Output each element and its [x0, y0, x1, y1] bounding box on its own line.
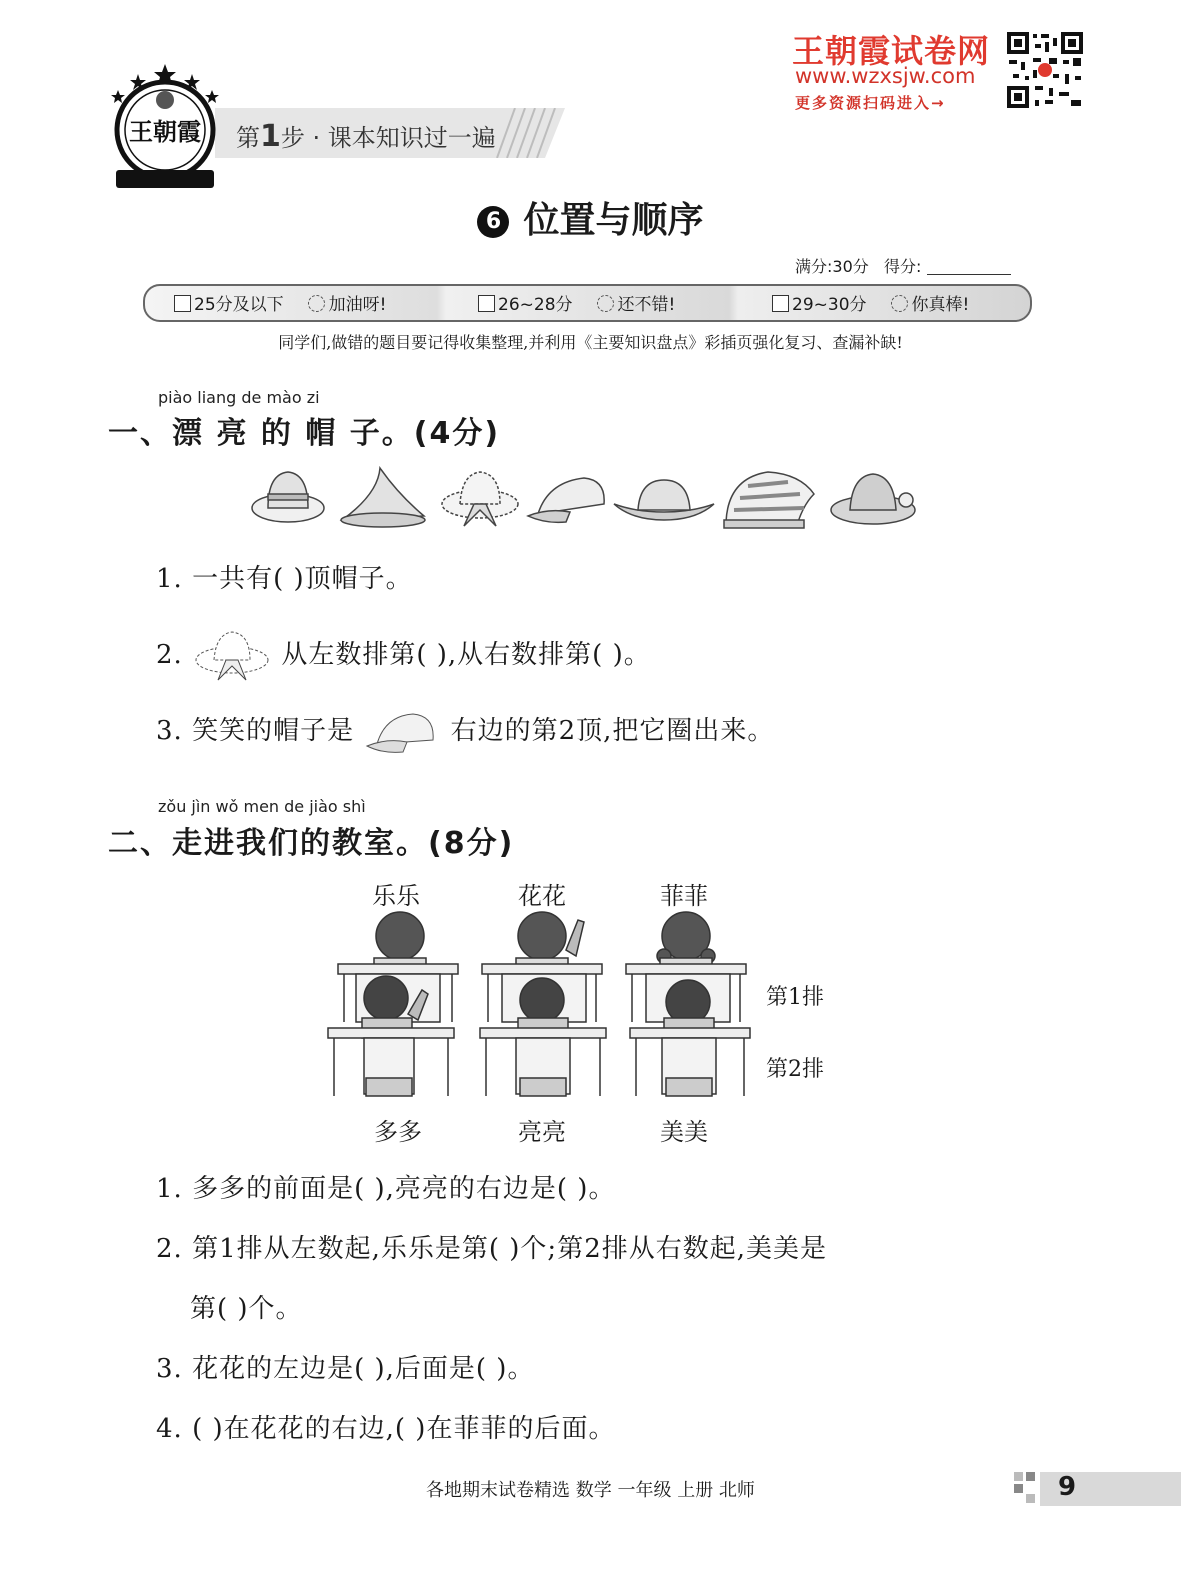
rating-checkbox[interactable] [478, 295, 495, 312]
rating-high: 29~30分 你真棒! [772, 290, 969, 315]
rating-low: 25分及以下 加油呀! [174, 290, 386, 315]
section2-pinyin: zǒu jìn wǒ men de jiào shì [158, 797, 366, 816]
face-icon [891, 295, 908, 312]
hat-5 [614, 480, 714, 520]
name-meimei: 美美 [660, 1118, 708, 1146]
s2-question-2-cont: 第( )个。 [190, 1294, 303, 1324]
hat-7 [831, 474, 915, 524]
s2-question-3: 3. 花花的左边是( ),后面是( )。 [156, 1354, 535, 1384]
s1-question-1: 1. 一共有( )顶帽子。 [156, 564, 413, 594]
rating-mid: 26~28分 还不错! [478, 290, 675, 315]
row-1-label: 第1排 [766, 985, 824, 1010]
name-lele: 乐乐 [372, 882, 420, 910]
footer-text: 各地期末试卷精选 数学 一年级 上册 北师 [426, 1480, 755, 1501]
score-blank[interactable] [927, 258, 1011, 275]
section1-heading: 一、漂 亮 的 帽 子。(4分) [108, 416, 501, 451]
hat-4 [528, 478, 604, 522]
page-number: 9 [1058, 1472, 1077, 1502]
brand-url[interactable]: www.wzxsjw.com [795, 64, 976, 88]
lesson-number: 6 [477, 206, 509, 238]
desk-column-2 [480, 912, 606, 1096]
desk-column-3 [626, 912, 750, 1096]
desk-column-1 [328, 912, 458, 1096]
hat-1 [252, 472, 324, 522]
s2-question-4: 4. ( )在花花的右边,( )在菲菲的后面。 [156, 1414, 616, 1444]
hat-6 [724, 472, 814, 528]
hat-2 [341, 468, 425, 527]
lesson-title: 6 位置与顺序 [0, 192, 1181, 243]
name-huahua: 花花 [518, 882, 566, 910]
classroom-illustration [326, 910, 756, 1110]
svg-text:王朝霞: 王朝霞 [129, 117, 201, 146]
row-2-label: 第2排 [766, 1057, 824, 1082]
section2-heading: 二、走进我们的教室。(8分) [108, 826, 515, 861]
cap-icon [363, 708, 441, 756]
brand-title: 王朝霞试卷网 [792, 32, 991, 70]
face-icon [308, 295, 325, 312]
qr-code-icon[interactable] [1005, 30, 1085, 110]
bow-hat-icon [192, 628, 272, 684]
brand-scan-hint: 更多资源扫码进入→ [795, 94, 946, 112]
notice-text: 同学们,做错的题目要记得收集整理,并利用《主要知识盘点》彩插页强化复习、查漏补缺! [278, 333, 903, 352]
step-label: 第1步 · 课本知识过一遍 [236, 119, 496, 154]
s1-question-3: 3. 笑笑的帽子是 右边的第2顶,把它圈出来。 [156, 708, 774, 756]
name-duoduo: 多多 [374, 1118, 422, 1146]
s1-question-2: 2. 从左数排第( ),从右数排第( )。 [156, 628, 651, 684]
hats-row-illustration [248, 464, 928, 534]
s2-question-1: 1. 多多的前面是( ),亮亮的右边是( )。 [156, 1174, 616, 1204]
face-icon [597, 295, 614, 312]
s2-question-2: 2. 第1排从左数起,乐乐是第( )个;第2排从右数起,美美是 [156, 1234, 827, 1264]
corner-squares-icon [1014, 1472, 1042, 1504]
section1-pinyin: piào liang de mào zi [158, 388, 320, 407]
name-feifei: 菲菲 [660, 882, 708, 910]
rating-checkbox[interactable] [174, 295, 191, 312]
brand-seal-logo [106, 62, 224, 192]
hat-3 [442, 472, 518, 526]
score-line: 满分:30分 得分: [795, 254, 1011, 277]
name-liangliang: 亮亮 [518, 1118, 566, 1146]
rating-checkbox[interactable] [772, 295, 789, 312]
